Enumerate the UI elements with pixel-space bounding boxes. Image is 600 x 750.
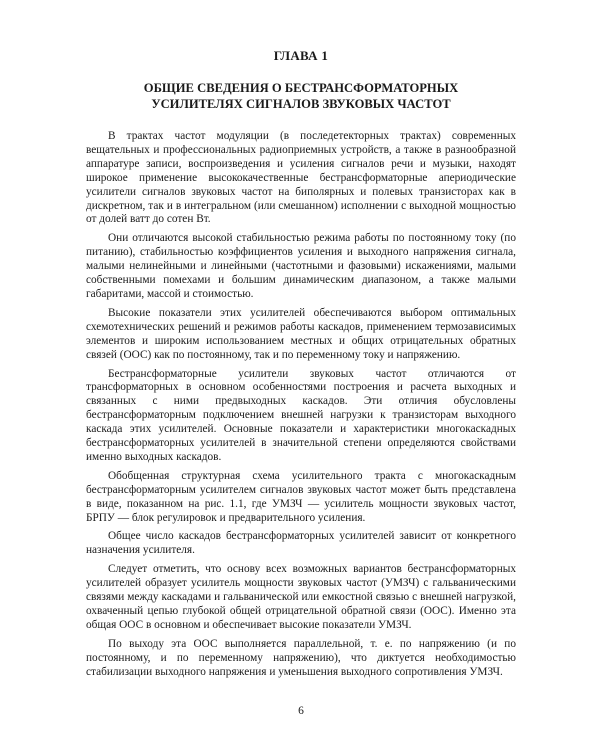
chapter-title-line-1: ОБЩИЕ СВЕДЕНИЯ О БЕСТРАНСФОРМАТОРНЫХ [143, 81, 459, 95]
paragraph: Следует отметить, что основу всех возможных вариантов бестрансформаторных усилителей образует усилитель мощности звуковых частот (УМЗЧ) с гальваническими связями между каскадами и гальванической или емкостной связью с внешней нагрузкой, охваченный цепью глубокой общей отрицательной обратной связи (ООС). Именно эта общая ООС в основном и обеспечивает высокие показатели УМЗЧ. [86, 563, 516, 631]
paragraph: Обобщенная структурная схема усилительного тракта с многокаскадным бестрансформаторным усилителем сигналов звуковых частот может быть представлена в виде, показанном на рис. 1.1, где УМЗЧ — усилитель мощности звуковых частот, БРПУ — блок регулировок и предварительного усиления. [86, 469, 516, 524]
chapter-title-line-2: УСИЛИТЕЛЯХ СИГНАЛОВ ЗВУКОВЫХ ЧАСТОТ [151, 97, 451, 111]
page-number: 6 [298, 705, 304, 717]
paragraph: Общее число каскадов бестрансформаторных усилителей зависит от конкретного назначения усилителя. [86, 530, 516, 557]
book-page [86, 48, 516, 738]
body-text [86, 130, 516, 680]
paragraph: Бестрансформаторные усилители звуковых частот отличаются от трансформаторных в основном особенностями построения и расчета выходных и связанных с ними предвыходных каскадов. Эти отличия обусловлены бестрансформаторным подключением внешней нагрузки к транзисторам выходного каскада этих усилителей. Основные показатели и характеристики многокаскадных бестрансформаторных усилителей в значительной степени определяются свойствами именно выходных каскадов. [86, 367, 516, 463]
paragraph: По выходу эта ООС выполняется параллельной, т. е. по напряжению (и по постоянному, и по переменному напряжению), что диктуется необходимостью стабилизации выходного напряжения и уменьшения выходного сопротивления УМЗЧ. [86, 637, 516, 678]
chapter-label: ГЛАВА 1 [273, 48, 329, 63]
paragraph: Они отличаются высокой стабильностью режима работы по постоянному току (по питанию), стабильностью коэффициентов усиления и выходного напряжения сигнала, малыми нелинейными и линейными (частотными и фазовыми) искажениями, малыми собственными помехами и большим динамическим диапазоном, а также малыми габаритами, массой и стоимостью. [86, 232, 516, 300]
chapter-title [86, 80, 516, 112]
paragraph: Высокие показатели этих усилителей обеспечиваются выбором оптимальных схемотехнических решений и режимов работы каскадов, применением термозависимых элементов и широким использованием местных и общих отрицательных обратных связей (ООС) как по постоянному, так и по переменному току и напряжению. [86, 306, 516, 361]
paragraph: В трактах частот модуляции (в последетекторных трактах) современных вещательных и профессиональных радиоприемных устройств, а также в разнообразной аппаратуре записи, воспроизведения и усиления сигналов речи и музыки, находят широкое применение высококачественные бестрансформаторные апериодические усилители сигналов звуковых частот на биполярных и полевых транзисторах как в дискретном, так и в интегральном (или смешанном) исполнении с выходной мощностью от долей ватт до сотен Вт. [86, 130, 516, 226]
